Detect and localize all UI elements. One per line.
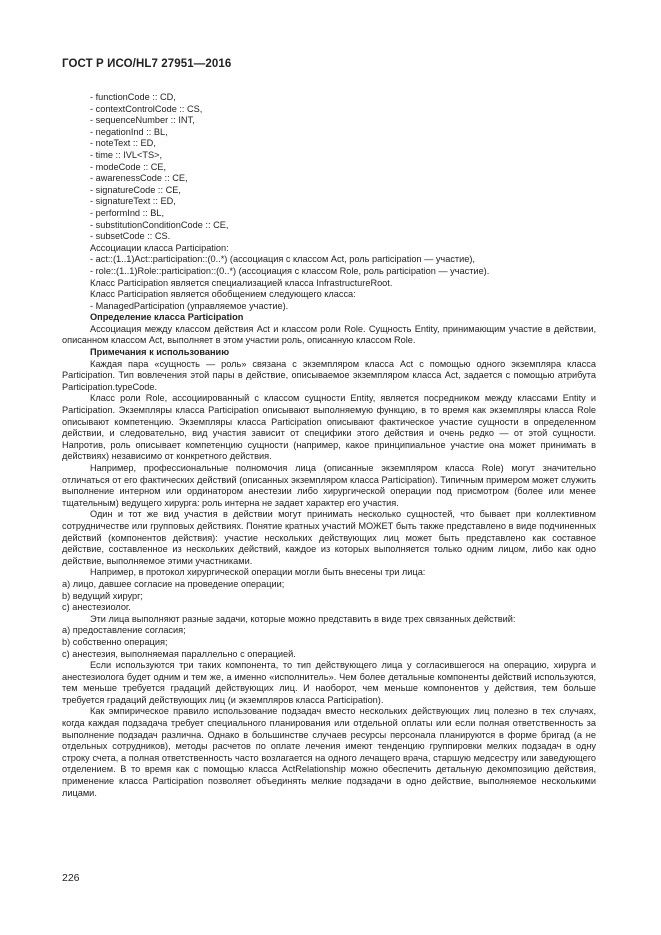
attribute-item: - substitutionConditionCode :: CE, (90, 219, 229, 230)
notes-heading: Примечания к использованию (90, 347, 230, 358)
notes-paragraph: Один и тот же вид участия в действии могут принимать несколько сущностей, что бывает при коллективном сотрудничестве или групповых действиях. Понятие кратных участий МОЖЕТ быть также представлено в виде подчиненных действий (компонентов действия): участие нескольких действующих лиц может быть представлено как составное действие, составленное из нескольких действий, каждое из которых выполняется только одним лицом, либо как одно действие, выполняемое этими участниками. (62, 509, 596, 566)
closing-paragraph: Как эмпирическое правило использование подзадач вместо нескольких действующих лиц полезно в тех случаях, когда каждая подзадача требует специального планирования или отдельной оплаты или если полная ответственность за выполнение подзадач различна. Однако в большинстве случаев ресурсы персонала планируются в форме бригад (а не отдельных сотрудников), методы расчетов по оплате лечения имеют тенденцию группировки мелких подзадач в одну строку счета, а полная ответственность часто возлагается на одного лечащего врача, старшую медсестру или заведующего отделением. В то время как с помощью класса ActRelationship можно обеспечить детальную декомпозицию действия, применение класса Participation позволяет объединять мелкие подзадачи в одно действие, выполняемое несколькими лицами. (62, 706, 596, 798)
task-item: а) предоставление согласия; (62, 625, 186, 636)
attribute-item: - negationInd :: BL, (90, 126, 168, 137)
generalization-text: Класс Participation является обобщением следующего класса: (90, 289, 356, 300)
attribute-item: - noteText :: ED, (90, 138, 156, 149)
task-item: c) анестезия, выполняемая параллельно с операцией. (62, 648, 296, 659)
definition-heading: Определение класса Participation (90, 312, 244, 323)
attribute-item: - contextControlCode :: CS, (90, 103, 203, 114)
attribute-item: - time :: IVL<TS>, (90, 149, 162, 160)
attribute-item: - functionCode :: CD, (90, 92, 176, 102)
attribute-item: - modeCode :: CE, (90, 161, 167, 172)
example-item: b) ведущий хирург; (62, 590, 143, 601)
attribute-item: - signatureCode :: CE, (90, 184, 181, 195)
attribute-item: - sequenceNumber :: INT, (90, 115, 195, 126)
notes-paragraph: Например, профессиональные полномочия лица (описанные экземпляром класса Role) могут значительно отличаться от его фактических действий (описанных экземпляром класса Participation). Типичным примером может служить выполнение интерном или ординатором анестезии либо хирургической операции под присмотром (более или менее тщательным) ведущего хирурга: роль интерна не задает характер его участия. (62, 463, 596, 508)
specialization-text: Класс Participation является специализацией класса InfrastructureRoot. (90, 277, 393, 288)
example-list (62, 579, 596, 614)
closing-paragraph: Если используются три таких компонента, то тип действующего лица у согласившегося на операцию, хирурга и анестезиолога будет одним и тем же, а именно «исполнитель». Чем более детальные компоненты действий используются, тем меньше требуется градаций действующих лиц. И наоборот, чем меньше компонентов у действия, тем больше требуется градаций действующих лиц (и экземпляров класса Participation). (62, 660, 596, 705)
example-intro: Например, в протокол хирургической операции могли быть внесены три лица: (90, 567, 426, 578)
associations-title: Ассоциации класса Participation: (90, 242, 229, 253)
document-header: ГОСТ Р ИСО/HL7 27951—2016 (62, 58, 232, 70)
tasks-intro: Эти лица выполняют разные задачи, которые можно представить в виде трех связанных действий: (90, 613, 516, 624)
association-item: - role::(1..1)Role::participation::(0..*) (ассоциация с классом Role, роль participation — участие). (90, 265, 490, 276)
page-number: 226 (62, 872, 80, 884)
attribute-item: - awarenessCode :: CE, (90, 173, 188, 184)
task-item: b) собственно операция; (62, 636, 168, 647)
notes-paragraph: Класс роли Role, ассоциированный с классом сущности Entity, является посредником между классами Entity и Participation. Экземпляры класса Participation описывают выполняемую функцию, в то время как экземпляры класса Role описывают компетенцию. Экземпляры класса Participation описывают фактическое участие сущности в определенном действии, и следовательно, вид участия зависит от специфики этого действия и очень редко — от этой сущности. Напротив, роль описывает компетенцию сущности (например, какое принципиальное участие она может принимать в действиях) независимо от конкретного действия. (62, 393, 596, 462)
subclass-item: - ManagedParticipation (управляемое участие). (90, 300, 289, 311)
attribute-item: - subsetCode :: CS. (90, 231, 171, 242)
attribute-item: - performInd :: BL, (90, 207, 165, 218)
example-item: а) лицо, давшее согласие на проведение операции; (62, 578, 285, 589)
attribute-list (62, 92, 596, 243)
association-item: - act::(1..1)Act::participation::(0..*) (ассоциация с классом Act, роль participation — участие), (90, 254, 475, 265)
tasks-list (62, 625, 596, 660)
example-item: c) анестезиолог. (62, 602, 131, 613)
notes-paragraph: Каждая пара «сущность — роль» связана с экземпляром класса Act с помощью одного экземпляра класса Participation. Тип вовлечения этой пары в действие, описываемое экземпляром класса Act, задается с помощью атрибута Participation.typeCode. (62, 358, 596, 392)
page-content (62, 92, 596, 799)
definition-paragraph: Ассоциация между классом действия Act и классом роли Role. Сущность Entity, принимающим участие в действии, описанном классом Act, выполняет в этом участии роль, описанную классом Role. (62, 323, 596, 346)
attribute-item: - signatureText :: ED, (90, 196, 176, 207)
